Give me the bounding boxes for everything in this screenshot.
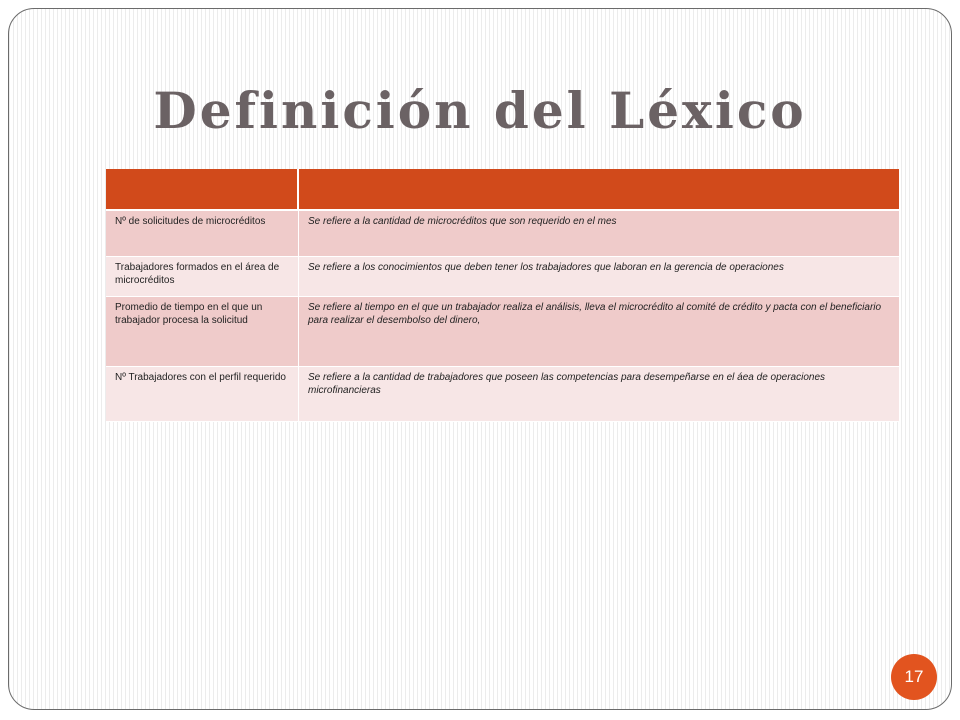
term-cell: Nº de solicitudes de microcréditos bbox=[106, 211, 299, 257]
definition-cell: Se refiere a la cantidad de trabajadores que poseen las competencias para desempeñarse en el áea de operaciones microfinancieras bbox=[299, 367, 899, 422]
definition-cell: Se refiere al tiempo en el que un trabajador realiza el análisis, lleva el microcrédito al comité de crédito y pacta con el beneficiario para realizar el desembolso del dinero, bbox=[299, 297, 899, 367]
lexicon-table bbox=[106, 169, 899, 422]
definition-cell: Se refiere a los conocimientos que deben tener los trabajadores que laboran en la gerencia de operaciones bbox=[299, 257, 899, 297]
definition-cell: Se refiere a la cantidad de microcréditos que son requerido en el mes bbox=[299, 211, 899, 257]
header-cell-definition bbox=[299, 169, 899, 211]
slide-title: Definición del Léxico bbox=[153, 81, 807, 140]
term-cell: Trabajadores formados en el área de microcréditos bbox=[106, 257, 299, 297]
slide bbox=[8, 8, 952, 710]
term-cell: Nº Trabajadores con el perfil requerido bbox=[106, 367, 299, 422]
page-number-badge: 17 bbox=[891, 654, 937, 700]
table-header-row bbox=[106, 169, 899, 211]
table-row bbox=[106, 367, 899, 422]
table-row bbox=[106, 257, 899, 297]
header-cell-term bbox=[106, 169, 299, 211]
table-row bbox=[106, 211, 899, 257]
term-cell: Promedio de tiempo en el que un trabajador procesa la solicitud bbox=[106, 297, 299, 367]
table-row bbox=[106, 297, 899, 367]
